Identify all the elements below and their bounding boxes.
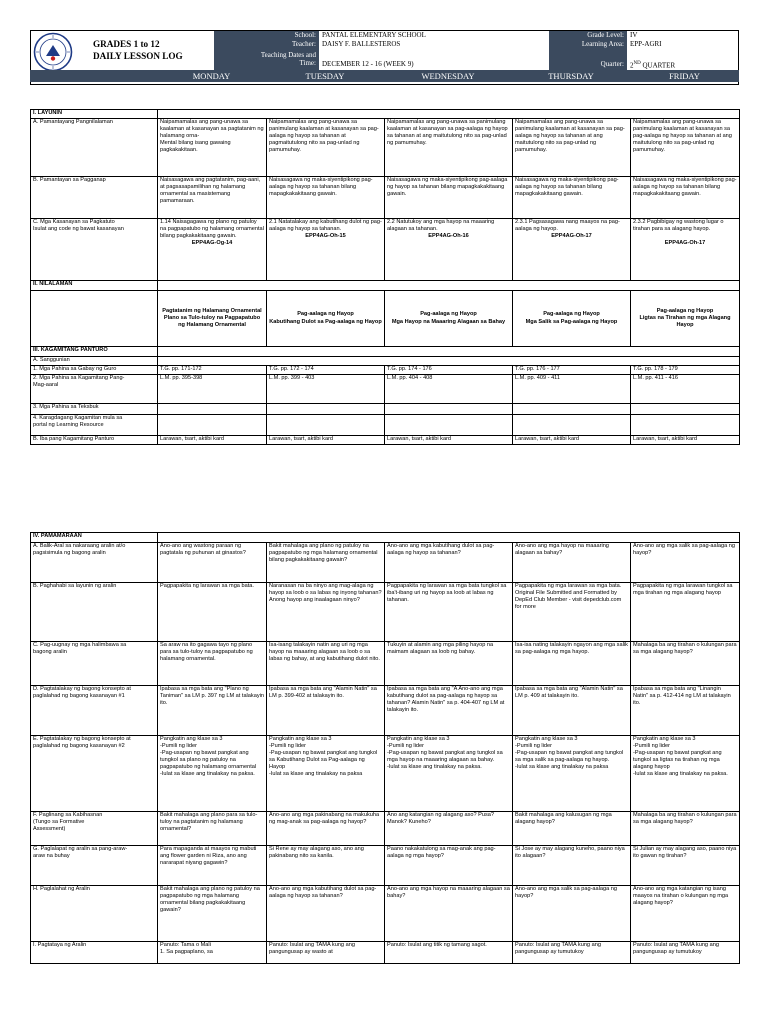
table-cell: Naisasagawa ng maka-siyentipikong pag-aalaga ng hayop sa tahanan bilang mapagkakakitaang gawain. (267, 177, 385, 219)
table-cell (513, 415, 631, 436)
dates-label-line-1: Teaching Dates and (260, 51, 316, 59)
table-cell: Pangkatin ang klase sa 3 -Pumili ng lider -Pag-usapan ng bawat pangkat ang tungkol sa mga hayop na maaaring alagaan sa bahay. -Iulat sa klase ang tinalakay na paksa. (385, 736, 513, 812)
title-line-1: GRADES 1 to 12 (93, 39, 160, 49)
table-cell (385, 219, 513, 281)
table-row (31, 366, 740, 375)
area-value: EPP-AGRI (630, 40, 662, 48)
table-row (31, 942, 740, 964)
section-layunin: I. LAYUNIN (31, 110, 158, 119)
competency-code: EPP4AG-Oh-16 (428, 233, 469, 240)
table-cell: Isa-isa nating talakayin ngayon ang mga salik sa pag-aalaga ng mga hayop. (513, 642, 631, 686)
deped-seal-icon (33, 32, 73, 72)
table-cell: Pagpapakita ng larawan sa mga bata. (158, 583, 267, 642)
title-line-2: DAILY LESSON LOG (93, 51, 183, 61)
table-row (31, 415, 740, 436)
table-cell: Larawan, tsart, aktibi kard (513, 436, 631, 445)
table-cell (158, 415, 267, 436)
row-label: A. Pamantayang Pangnilalaman (31, 119, 158, 177)
table-cell: Bakit mahalaga ang kalusugan ng mga alagang hayop? (513, 812, 631, 846)
quarter-label: Quarter: (549, 49, 627, 70)
table-cell: Pag-aalaga ng Hayop Ligtas na Tirahan ng mga Alagang Hayop (631, 291, 740, 347)
table-cell: Pag-aalaga ng Hayop Mga Hayop na Maaaring Alagaan sa Bahay (385, 291, 513, 347)
competency-text: 2.2 Natutukoy ang mga hayop na maaaring alagaan sa tahanan. (387, 219, 495, 233)
table-cell (631, 415, 740, 436)
table-row (31, 357, 740, 366)
table-cell: L.M. pp. 399 - 403 (267, 375, 385, 404)
table-row (31, 110, 740, 119)
table-row (31, 886, 740, 942)
table-cell: Para mapaganda at maayos ng mabuti ang flower garden ni Riza, ano ang nararapat niyang gagawin? (158, 846, 267, 886)
teacher-label: Teacher: (214, 40, 319, 49)
table-cell: Panuto: Isulat ang TAMA kung ang pangungusap ay tumutukoy (513, 942, 631, 964)
row-label: G. Paglalapat ng aralin sa pang-araw- araw na buhay (31, 846, 158, 886)
table-cell: Ano-ano ang mga hayop na maaaring alagaan sa bahay? (513, 543, 631, 583)
table-cell (513, 219, 631, 281)
table-cell: Larawan, tsart, aktibi kard (385, 436, 513, 445)
day-tuesday: TUESDAY (305, 71, 345, 81)
row-label: A. Sanggunian (31, 357, 158, 366)
table-cell: L.M. pp. 409 - 411 (513, 375, 631, 404)
table-cell: Panuto: Isulat ang TAMA kung ang pangungusap ay tumutukoy (631, 942, 740, 964)
table-cell: Mahalaga ba ang tirahan o kulungan para sa mga alagang hayop? (631, 812, 740, 846)
table-cell (158, 110, 740, 119)
day-friday: FRIDAY (669, 71, 700, 81)
row-label: E. Pagtatalakay ng bagong konsepto at paglalahad ng bagong kasanayan #2 (31, 736, 158, 812)
row-label: H. Paglalahat ng Aralin (31, 886, 158, 942)
section-pamamaraan: IV. PAMAMARAAN (31, 533, 158, 543)
table-cell: Ano ang katangian ng alagang aso? Pusa? Manok? Kuneho? (385, 812, 513, 846)
day-wednesday: WEDNESDAY (421, 71, 475, 81)
table-cell: Bakit mahalaga ang plano ng patuloy na pagpapatubo ng mga halamang ornamental bilang pagkakakitaang gawain? (267, 543, 385, 583)
table-cell: Pagtatanim ng Halamang Ornamental Plano sa Tulo-tuloy na Pagpapatubo ng Halamang Ornamental (158, 291, 267, 347)
table-cell: Pangkatin ang klase sa 3 -Pumili ng lider -Pag-usapan ng bawat pangkat ang tungkol sa plano ng patuloy na pagpapatubo ng halamang ornamental -Iulat sa klase ang tinalakay na paksa. (158, 736, 267, 812)
table-cell: Ano-ano ang mga salik sa pag-aalaga ng hayop? (631, 543, 740, 583)
table-row (31, 686, 740, 736)
table-cell (385, 415, 513, 436)
table-cell: Pangkatin ang klase sa 3 -Pumili ng lider -Pag-usapan ng bawat pangkat ang tungkol sa ligtas na tirahan ng mga alagang hayop -Iulat sa klase ang tinalakay na paksa. (631, 736, 740, 812)
table-cell (158, 347, 740, 357)
table-cell: Mahalaga ba ang tirahan o kulungan para sa mga alagang hayop? (631, 642, 740, 686)
competency-text: 2.3.1 Pagsasagawa nang maayos na pag-aalaga ng hayop. (515, 219, 620, 233)
teacher-value: DAISY F. BALLESTEROS (322, 40, 401, 48)
table-cell: Ano-ano ang mga pakinabang na makukuha ng mag-anak sa pag-aalaga ng hayop? (267, 812, 385, 846)
table-cell: Ipabasa sa mga bata ang "Linangin Natin" sa p. 412-414 ng LM at talakayin ito. (631, 686, 740, 736)
table-cell: Panuto: Isulat ang titik ng tamang sagot. (385, 942, 513, 964)
table-cell: Si Jose ay may alagang kuneho, paano niya ito alagaan? (513, 846, 631, 886)
table-row (31, 846, 740, 886)
row-label: B. Pamantayan sa Pagganap (31, 177, 158, 219)
table-row (31, 119, 740, 177)
table-cell (631, 219, 740, 281)
table-row (31, 291, 740, 347)
table-cell: Pag-aalaga ng Hayop Kabutihang Dulot sa Pag-aalaga ng Hayop (267, 291, 385, 347)
table-cell (631, 404, 740, 415)
school-label: School: (214, 31, 319, 40)
table-cell: Ano-ano ang mga katangian ng isang maayos na tirahan o kulungan ng mga alagang hayop? (631, 886, 740, 942)
table-cell (158, 357, 740, 366)
row-label: 3. Mga Pahina sa Teksbuk (31, 404, 158, 415)
table-cell: Naipamamalas ang pang-unawa sa panimulang kaalaman at kasanayan sa pag-aalaga ng hayop sa tahanan at ang maitutulong nito sa pag-unlad ng pamumuhay. (631, 119, 740, 177)
table-cell: Larawan, tsart, aktibi kard (631, 436, 740, 445)
row-label: I. Pagtataya ng Aralin (31, 942, 158, 964)
table-cell: Naisasagawa ng maka-siyentipikong pag-aalaga ng hayop sa tahanan bilang mapagkakakitaang gawain. (513, 177, 631, 219)
dates-label (214, 49, 319, 70)
table-cell: T.G. pp. 174 - 176 (385, 366, 513, 375)
competency-code: EPP4AG-Oh-17 (664, 240, 706, 247)
table-cell: T.G. pp. 176 - 177 (513, 366, 631, 375)
table-cell: Naranasan na ba ninyo ang mag-alaga ng hayop sa loob o sa labas ng inyong tahanan? Anong hayop ang inaalagaan ninyo? (267, 583, 385, 642)
row-label: B. Iba pang Kagamitang Panturo (31, 436, 158, 445)
table-cell: Isa-isang talakayin natin ang uri ng mga hayop na maaaring alagaan sa loob o sa labas ng bahay, at ang kabutihang dulot nito. (267, 642, 385, 686)
table-row (31, 219, 740, 281)
table-cell: Ano-ano ang mga hayop na maaaring alagaan sa bahay? (385, 886, 513, 942)
table-cell: Si Julian ay may alagang aso, paano niya ito gawan ng tirahan? (631, 846, 740, 886)
competency-code: EPP4AG-Oh-15 (305, 233, 346, 240)
table-cell: Pag-aalaga ng Hayop Mga Salik sa Pag-aalaga ng Hayop (513, 291, 631, 347)
table-row (31, 436, 740, 445)
competency-text: 2.3.2 Pagbibigay ng wastong lugar o tirahan para sa alagang hayop. (633, 219, 724, 233)
table-cell: Naisasagawa ng maka-siyentipikong pag-aalaga ng hayop sa tahanan bilang mapagkakakitaang gawain. (631, 177, 740, 219)
table-cell: Pagpapakita ng mga larawan tungkol sa mga tirahan ng mga alagang hayop (631, 583, 740, 642)
table-cell (158, 533, 740, 543)
row-label: D. Pagtatalakay ng bagong konsepto at paglalahad ng bagong kasanayan #1 (31, 686, 158, 736)
table-cell: Si Rene ay may alagang aso, ano ang pakinabang nito sa kanila. (267, 846, 385, 886)
quarter-number: 2 (630, 61, 634, 70)
table-row (31, 347, 740, 357)
row-label: C. Mga Kasanayan sa Pagkatuto Isulat ang code ng bawat kasanayan (31, 219, 158, 281)
table-cell: Ano-ano ang mga salik sa pag-aalaga ng hayop? (513, 886, 631, 942)
quarter-word: QUARTER (642, 61, 676, 70)
row-label: C. Pag-uugnay ng mga halimbawa sa bagong aralin (31, 642, 158, 686)
table-cell: Naipamamalas ang pang-unawa sa panimulang kaalaman at kasanayan sa pag-aalaga ng hayop sa tahanan at ang maitutulong nito sa pag-unlad ng pamumuhay. (385, 119, 513, 177)
table-cell: T.G. pp. 178 - 179 (631, 366, 740, 375)
table-cell: Ano-ano ang wastong paraan ng pagtatala ng puhunan at ginastos? (158, 543, 267, 583)
table-cell: Naipamamalas ang pang-unawa sa panimulang kaalaman at kasanayan sa pag-aalaga ng hayop sa tahanan at pagmaitutulong nito sa pag-unlad ng pamumuhay. (267, 119, 385, 177)
school-value: PANTAL ELEMENTARY SCHOOL (322, 31, 426, 39)
table-cell (158, 404, 267, 415)
table-cell (267, 404, 385, 415)
dates-value: DECEMBER 12 - 16 (WEEK 9) (322, 60, 414, 68)
table-cell: Ipabasa sa mga bata ang "A Ano-ano ang mga kabutihang dulot sa pag-aalaga ng hayop sa tahanan? Alamin Natin" sa p. 404-407 ng LM at talakayin ito. (385, 686, 513, 736)
competency-text: 1.14 Naisagagawa ng plano ng patuloy na pagpapatubo ng halamang ornamental bilang pagkakakitaang gawain. (160, 219, 264, 240)
table-row (31, 736, 740, 812)
row-label: 2. Mga Pahina sa Kagamitang Pang- Mag-aaral (31, 375, 158, 404)
table-row (31, 543, 740, 583)
procedures-table (30, 532, 740, 964)
table-row (31, 404, 740, 415)
table-row (31, 642, 740, 686)
table-cell: Bakit mahalaga ang plano para sa tulo-tuloy na pagtatanim ng halamang ornamental? (158, 812, 267, 846)
table-row (31, 177, 740, 219)
table-cell (158, 281, 740, 291)
objectives-table (30, 109, 740, 445)
table-cell: Ano-ano ang mga kabutihang dulot sa pag-aalaga ng hayop sa tahanan? (267, 886, 385, 942)
table-cell: Panuto: Isulat ang TAMA kung ang pangungusap ay wasto at (267, 942, 385, 964)
table-cell: T.G. pp. 171-172 (158, 366, 267, 375)
grade-value: IV (630, 31, 638, 39)
table-cell: Pagpapakita ng mga larawan sa mga bata. Original File Submitted and Formatted by DepEd Club Member - visit depedclub.com for more (513, 583, 631, 642)
table-cell: Ipabasa sa mga bata ang "Plano ng Taniman" sa LM p. 397 ng LM at talakayin ito. (158, 686, 267, 736)
table-cell: Sa araw na ito gagawa tayo ng plano para sa tulo-tuloy na pagpapatubo ng halamang ornamental. (158, 642, 267, 686)
row-label: F. Paglinang sa Kabihasnan (Tungo sa Formative Assessment) (31, 812, 158, 846)
table-cell: Larawan, tsart, aktibi kard (158, 436, 267, 445)
row-label: A. Balik-Aral sa nakaraang aralin at/o pagsisimula ng bagong aralin (31, 543, 158, 583)
table-row (31, 281, 740, 291)
row-label (31, 291, 158, 347)
table-row (31, 812, 740, 846)
table-row (31, 375, 740, 404)
section-kagamitan: III. KAGAMITANG PANTURO (31, 347, 158, 357)
dates-label-line-2: Time: (299, 59, 316, 67)
table-cell: Ipabasa sa mga bata ang "Alamin Natin" sa LM p. 399-402 at talakayin ito. (267, 686, 385, 736)
table-cell: Panuto: Tama o Mali 1. Sa pagpaplano, sa (158, 942, 267, 964)
table-cell (158, 219, 267, 281)
table-cell: Ano-ano ang mga kabutihang dulot sa pag-aalaga ng hayop sa tahanan? (385, 543, 513, 583)
table-cell: L.M. pp. 411 - 416 (631, 375, 740, 404)
row-label: B. Paghahabi sa layunin ng aralin (31, 583, 158, 642)
table-cell: Larawan, tsart, aktibi kard (267, 436, 385, 445)
table-cell: L.M. pp. 404 - 408 (385, 375, 513, 404)
table-cell: Ipabasa sa mga bata ang "Alamin Natin" sa LM p. 409 at talakayin ito. (513, 686, 631, 736)
table-cell (267, 219, 385, 281)
table-cell: Bakit mahalaga ang plano ng patuloy na pagpapatubo ng mga halamang ornamental bilang pagkakakitaang gawain? (158, 886, 267, 942)
competency-code: EPP4AG-Og-14 (191, 240, 233, 247)
table-cell: Naisasagawa ng maka-siyentipikong pag-aalaga ng hayop sa tahanan bilang mapagkakakitaang gawain. (385, 177, 513, 219)
table-cell: Naipamamalas ang pang-unawa sa panimulang kaalaman at kasanayan sa pag-aalaga ng hayop sa tahanan at ang maitutulong nito sa pag-unlad ng pamumuhay. (513, 119, 631, 177)
table-cell (385, 404, 513, 415)
grade-label: Grade Level: (549, 31, 627, 40)
row-label: 4. Karagdagang Kagamitan mula sa portal ng Learning Resource (31, 415, 158, 436)
table-cell: T.G. pp. 172 - 174 (267, 366, 385, 375)
quarter-suffix: ND (633, 61, 641, 66)
table-cell: Naisasagawa ang pagtatanim, pag-aani, at pagsasapamilihan ng halamang ornamental sa masistemang pamamaraan. (158, 177, 267, 219)
competency-text: 2.1 Natatalakay ang kabutihang dulot ng pag-aalaga ng hayop sa tahanan. (269, 219, 382, 233)
dll-title (93, 38, 233, 62)
competency-code: EPP4AG-Oh-17 (551, 233, 592, 240)
section-nilalaman: II. NILALAMAN (31, 281, 158, 291)
table-row (31, 533, 740, 543)
table-cell: L.M. pp. 395-398 (158, 375, 267, 404)
table-cell: Naipamamalas ang pang-unawa sa kaalaman at kasanayan sa pagtatanim ng halamang orna- Mental bilang isang gawaing pagkakakitaan. (158, 119, 267, 177)
row-label: 1. Mga Pahina sa Gabay ng Guro (31, 366, 158, 375)
table-cell (267, 415, 385, 436)
quarter-value (627, 60, 739, 69)
table-cell: Tukuyin at alamin ang mga piling hayop na maimam alagaan sa loob ng bahay. (385, 642, 513, 686)
table-row (31, 583, 740, 642)
day-thursday: THURSDAY (548, 71, 594, 81)
table-cell: Pangkatin ang klase sa 3 -Pumili ng lider -Pag-usapan ng bawat pangkat ang tungkol sa Kabutihang Dulot sa Pag-aalaga ng Hayop -Iulat sa klase ang tinalakay na paksa (267, 736, 385, 812)
table-cell: Paano nakakatulong sa mag-anak ang pag-aalaga ng mga hayop? (385, 846, 513, 886)
area-label: Learning Area: (549, 40, 627, 49)
table-cell: Pangkatin ang klase sa 3 -Pumili ng lider -Pag-usapan ng bawat pangkat ang tungkol sa mga salik sa pag-aalaga ng hayop. -Iulat sa klase ang tinalakay na paksa (513, 736, 631, 812)
table-cell (513, 404, 631, 415)
day-monday: MONDAY (192, 71, 231, 81)
table-cell: Pagpapakita ng larawan sa mga bata tungkol sa iba't-ibang uri ng hayop sa loob at labas ng tahanan. (385, 583, 513, 642)
days-header-row (30, 70, 739, 82)
